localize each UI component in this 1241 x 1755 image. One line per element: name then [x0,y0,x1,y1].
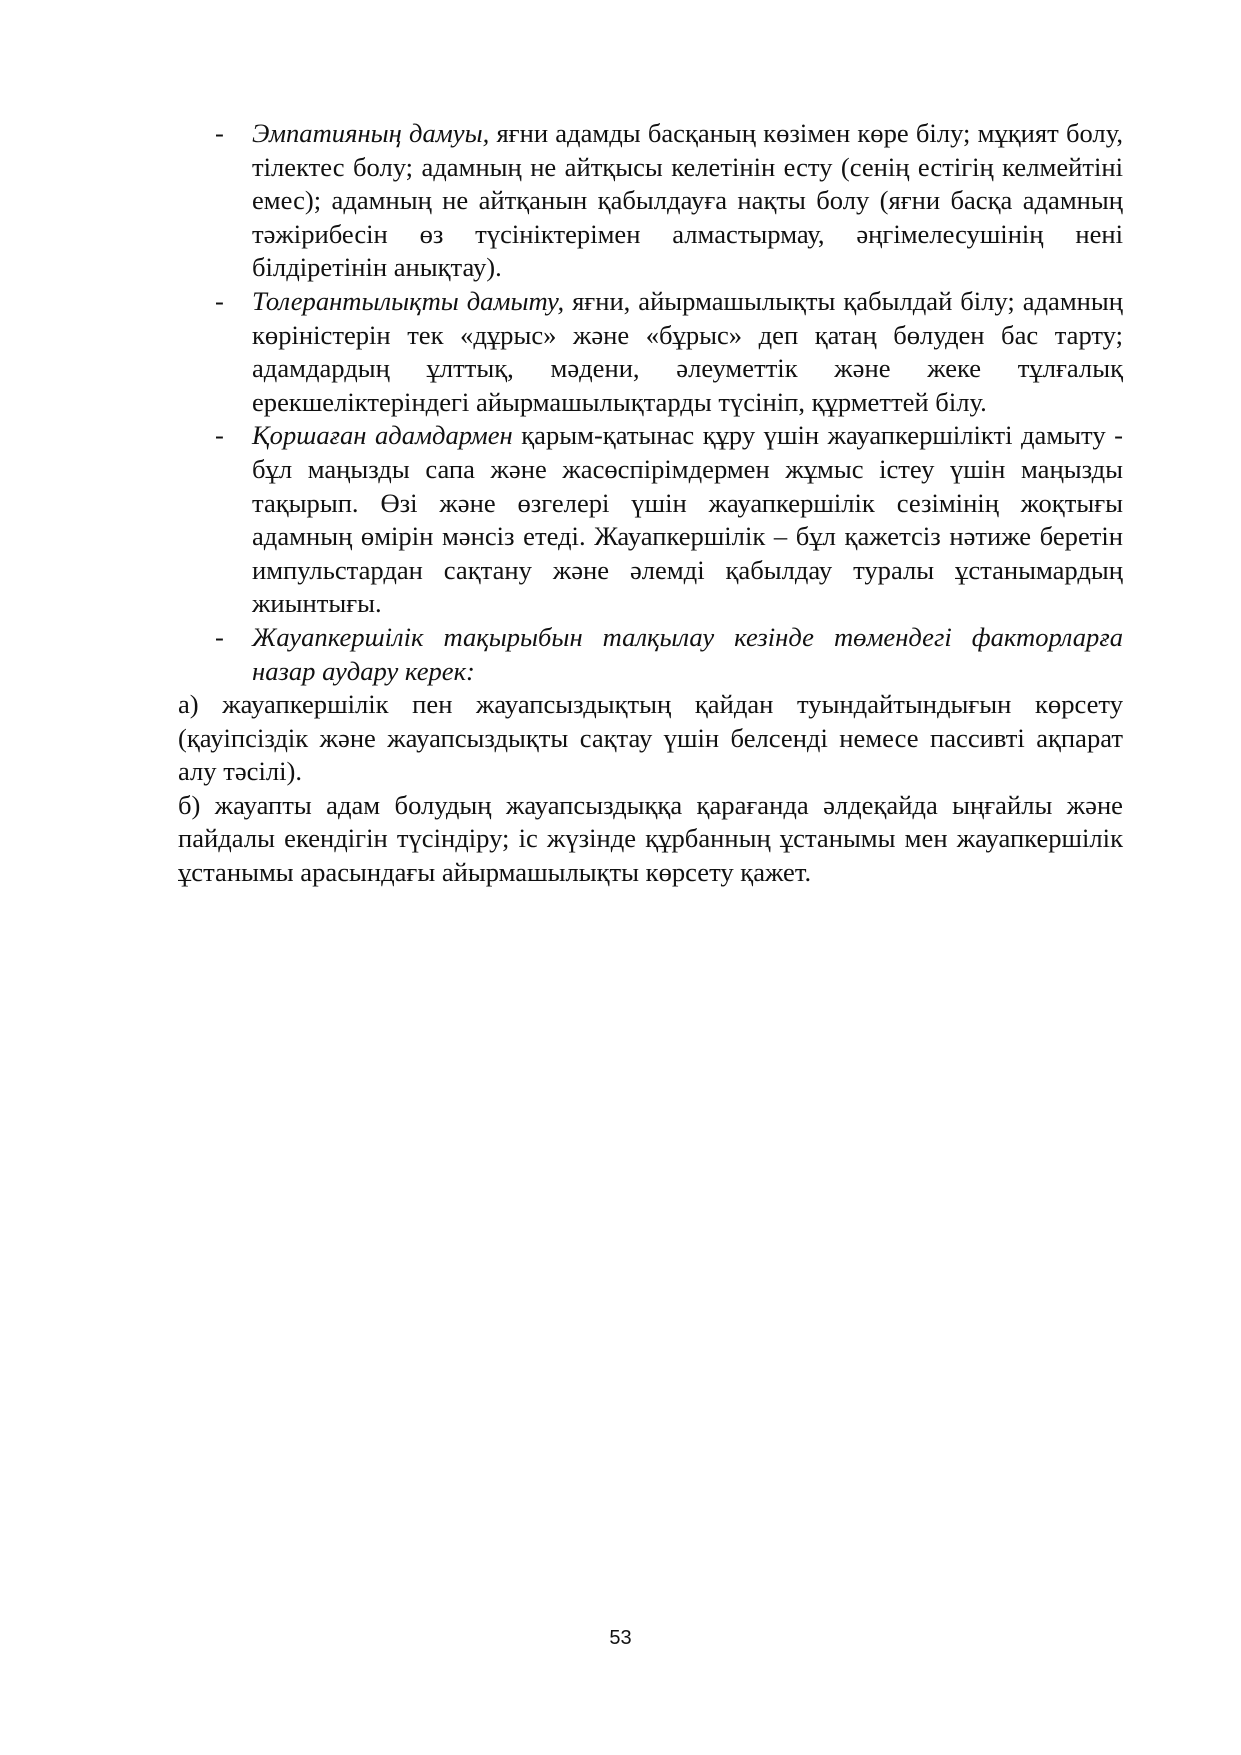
bullet-dash: - [215,118,224,148]
bullet-text: яғни адамды басқаның көзімен көре білу; мұқият болу, тілектес болу; адамның не айтқысы келетінін есту (сенің естігің келмейтіні емес); адамның не айтқанын қабылдауға нақты болу (яғни басқа адамның тәжірибесін өз түсініктерімен алмастырмау, әңгімелесушінің нені білдіретінін анықтау). [252,118,1123,283]
bullet-discussion-factors [178,621,1123,688]
bullet-dash: - [215,285,224,316]
bullet-lead-term: Эмпатияның дамуы, [252,118,490,148]
page-content [178,117,1123,890]
bullet-lead-term: Қоршаған адамдармен [252,420,513,451]
bullet-empathy [178,117,1123,285]
paragraph-b: б) жауапты адам болудың жауапсыздыққа қарағанда әлдеқайда ыңғайлы және пайдалы екендігін түсіндіру; іс жүзінде құрбанның ұстанымы мен жауапкершілік ұстанымы арасындағы айырмашылықты көрсету қажет. [178,789,1123,888]
page-number: 53 [609,1627,632,1649]
bullet-text: яғни, айырмашылықты қабылдай білу; адамның көріністерін тек «дұрыс» және «бұрыс» деп қатаң бөлуден бас тарту; адамдардың ұлттық, мәдени, әлеуметтік және жеке тұлғалық ерекшеліктеріндегі айырмашылықтарды түсініп, құрметтей білу. [252,285,1124,417]
bullet-lead-term: Толерантылықты дамыту, [252,285,565,316]
paragraph-a: а) жауапкершілік пен жауапсыздықтың қайдан туындайтындығын көрсету (қауіпсіздік және жауапсыздықты сақтау үшін белсенді немесе пассивті ақпарат алу тәсілі). [178,689,1123,787]
bullet-dash: - [215,621,224,652]
bullet-text: қарым-қатынас құру үшін жауапкершілікті дамыту - бұл маңызды сапа және жасөспірімдермен жұмыс істеу үшін маңызды тақырып. Өзі және өзгелері үшін жауапкершілік сезімінің жоқтығы адамның өмірін мәнсіз етеді. Жауапкершілік – бұл қажетсіз нәтиже беретін импульстардан сақтану және әлемді қабылдау туралы ұстанымардың жиынтығы. [252,420,1123,619]
bullet-dash: - [215,420,224,451]
bullet-responsibility [178,419,1123,621]
bullet-tolerance [178,285,1123,419]
bullet-lead-term: Жауапкершілік тақырыбын талқылау кезінде төмендегі факторларға назар аудару керек: [252,621,1123,686]
